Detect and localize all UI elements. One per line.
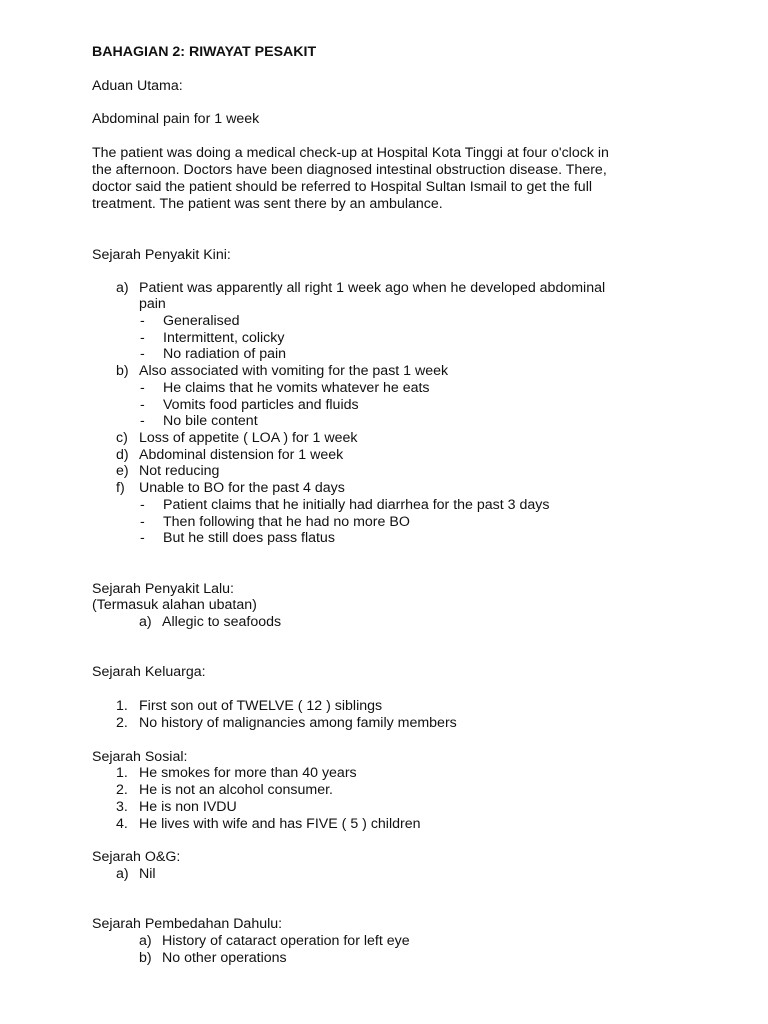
list-marker: a) <box>116 866 129 882</box>
section-heading-og: Sejarah O&G: <box>92 849 181 865</box>
list-marker: 2. <box>116 782 128 798</box>
sub-list-dash: - <box>140 330 145 346</box>
narrative-line: doctor said the patient should be referred to Hospital Sultan Ismail to get the full <box>92 179 593 195</box>
list-item-text: No other operations <box>162 950 287 966</box>
sub-list-dash: - <box>140 413 145 429</box>
list-item-text: He lives with wife and has FIVE ( 5 ) children <box>139 816 421 832</box>
list-item-text: He is non IVDU <box>139 799 237 815</box>
list-item-text: History of cataract operation for left eye <box>162 933 410 949</box>
list-marker: 2. <box>116 715 128 731</box>
list-item-text: Allegic to seafoods <box>162 614 282 630</box>
list-marker: d) <box>116 447 129 463</box>
list-item-text: Unable to BO for the past 4 days <box>139 480 345 496</box>
list-item-text: Abdominal distension for 1 week <box>139 447 344 463</box>
sub-list-item: No bile content <box>163 413 258 429</box>
sub-list-item: But he still does pass flatus <box>163 530 335 546</box>
section-heading-social: Sejarah Sosial: <box>92 749 188 765</box>
sub-list-dash: - <box>140 380 145 396</box>
list-item-text: Nil <box>139 866 156 882</box>
list-item-text: No history of malignancies among family members <box>139 715 457 731</box>
narrative-line: the afternoon. Doctors have been diagnosed intestinal obstruction disease. There, <box>92 162 607 178</box>
list-marker: e) <box>116 463 129 479</box>
sub-list-dash: - <box>140 346 145 362</box>
list-marker: b) <box>116 363 129 379</box>
sub-list-item: Generalised <box>163 313 240 329</box>
sub-list-item: Then following that he had no more BO <box>163 514 410 530</box>
narrative-line: The patient was doing a medical check-up at Hospital Kota Tinggi at four o'clock in <box>92 145 609 161</box>
sub-list-dash: - <box>140 514 145 530</box>
sub-list-dash: - <box>140 497 145 513</box>
sub-list-item: He claims that he vomits whatever he eats <box>163 380 430 396</box>
list-item-text: Loss of appetite ( LOA ) for 1 week <box>139 430 358 446</box>
list-item-text: He is not an alcohol consumer. <box>139 782 334 798</box>
list-item-text: Not reducing <box>139 463 220 479</box>
narrative-line: treatment. The patient was sent there by an ambulance. <box>92 196 443 212</box>
list-marker: f) <box>116 480 125 496</box>
list-item-text: Patient was apparently all right 1 week ago when he developed abdominal <box>139 280 606 296</box>
list-marker: 4. <box>116 816 128 832</box>
sub-list-item: Vomits food particles and fluids <box>163 397 359 413</box>
section-heading-chief-complaint: Aduan Utama: <box>92 78 183 94</box>
sub-list-dash: - <box>140 530 145 546</box>
list-item-text: Also associated with vomiting for the past 1 week <box>139 363 449 379</box>
list-marker: 1. <box>116 698 128 714</box>
list-marker: b) <box>139 950 152 966</box>
page-title: BAHAGIAN 2: RIWAYAT PESAKIT <box>92 44 317 60</box>
list-marker: a) <box>139 933 152 949</box>
list-marker: a) <box>116 280 129 296</box>
section-heading-present-illness: Sejarah Penyakit Kini: <box>92 247 231 263</box>
section-subheading: (Termasuk alahan ubatan) <box>92 597 257 613</box>
list-marker: 1. <box>116 765 128 781</box>
section-heading-past-illness: Sejarah Penyakit Lalu: <box>92 581 234 597</box>
list-marker: 3. <box>116 799 128 815</box>
list-item-text: He smokes for more than 40 years <box>139 765 357 781</box>
list-item-text: First son out of TWELVE ( 12 ) siblings <box>139 698 383 714</box>
sub-list-item: No radiation of pain <box>163 346 287 362</box>
section-heading-surgical: Sejarah Pembedahan Dahulu: <box>92 916 283 932</box>
chief-complaint-text: Abdominal pain for 1 week <box>92 111 260 127</box>
list-item-text: pain <box>139 296 166 312</box>
sub-list-item: Intermittent, colicky <box>163 330 285 346</box>
sub-list-dash: - <box>140 397 145 413</box>
sub-list-item: Patient claims that he initially had diarrhea for the past 3 days <box>163 497 550 513</box>
sub-list-dash: - <box>140 313 145 329</box>
list-marker: a) <box>139 614 152 630</box>
section-heading-family: Sejarah Keluarga: <box>92 664 206 680</box>
list-marker: c) <box>116 430 128 446</box>
